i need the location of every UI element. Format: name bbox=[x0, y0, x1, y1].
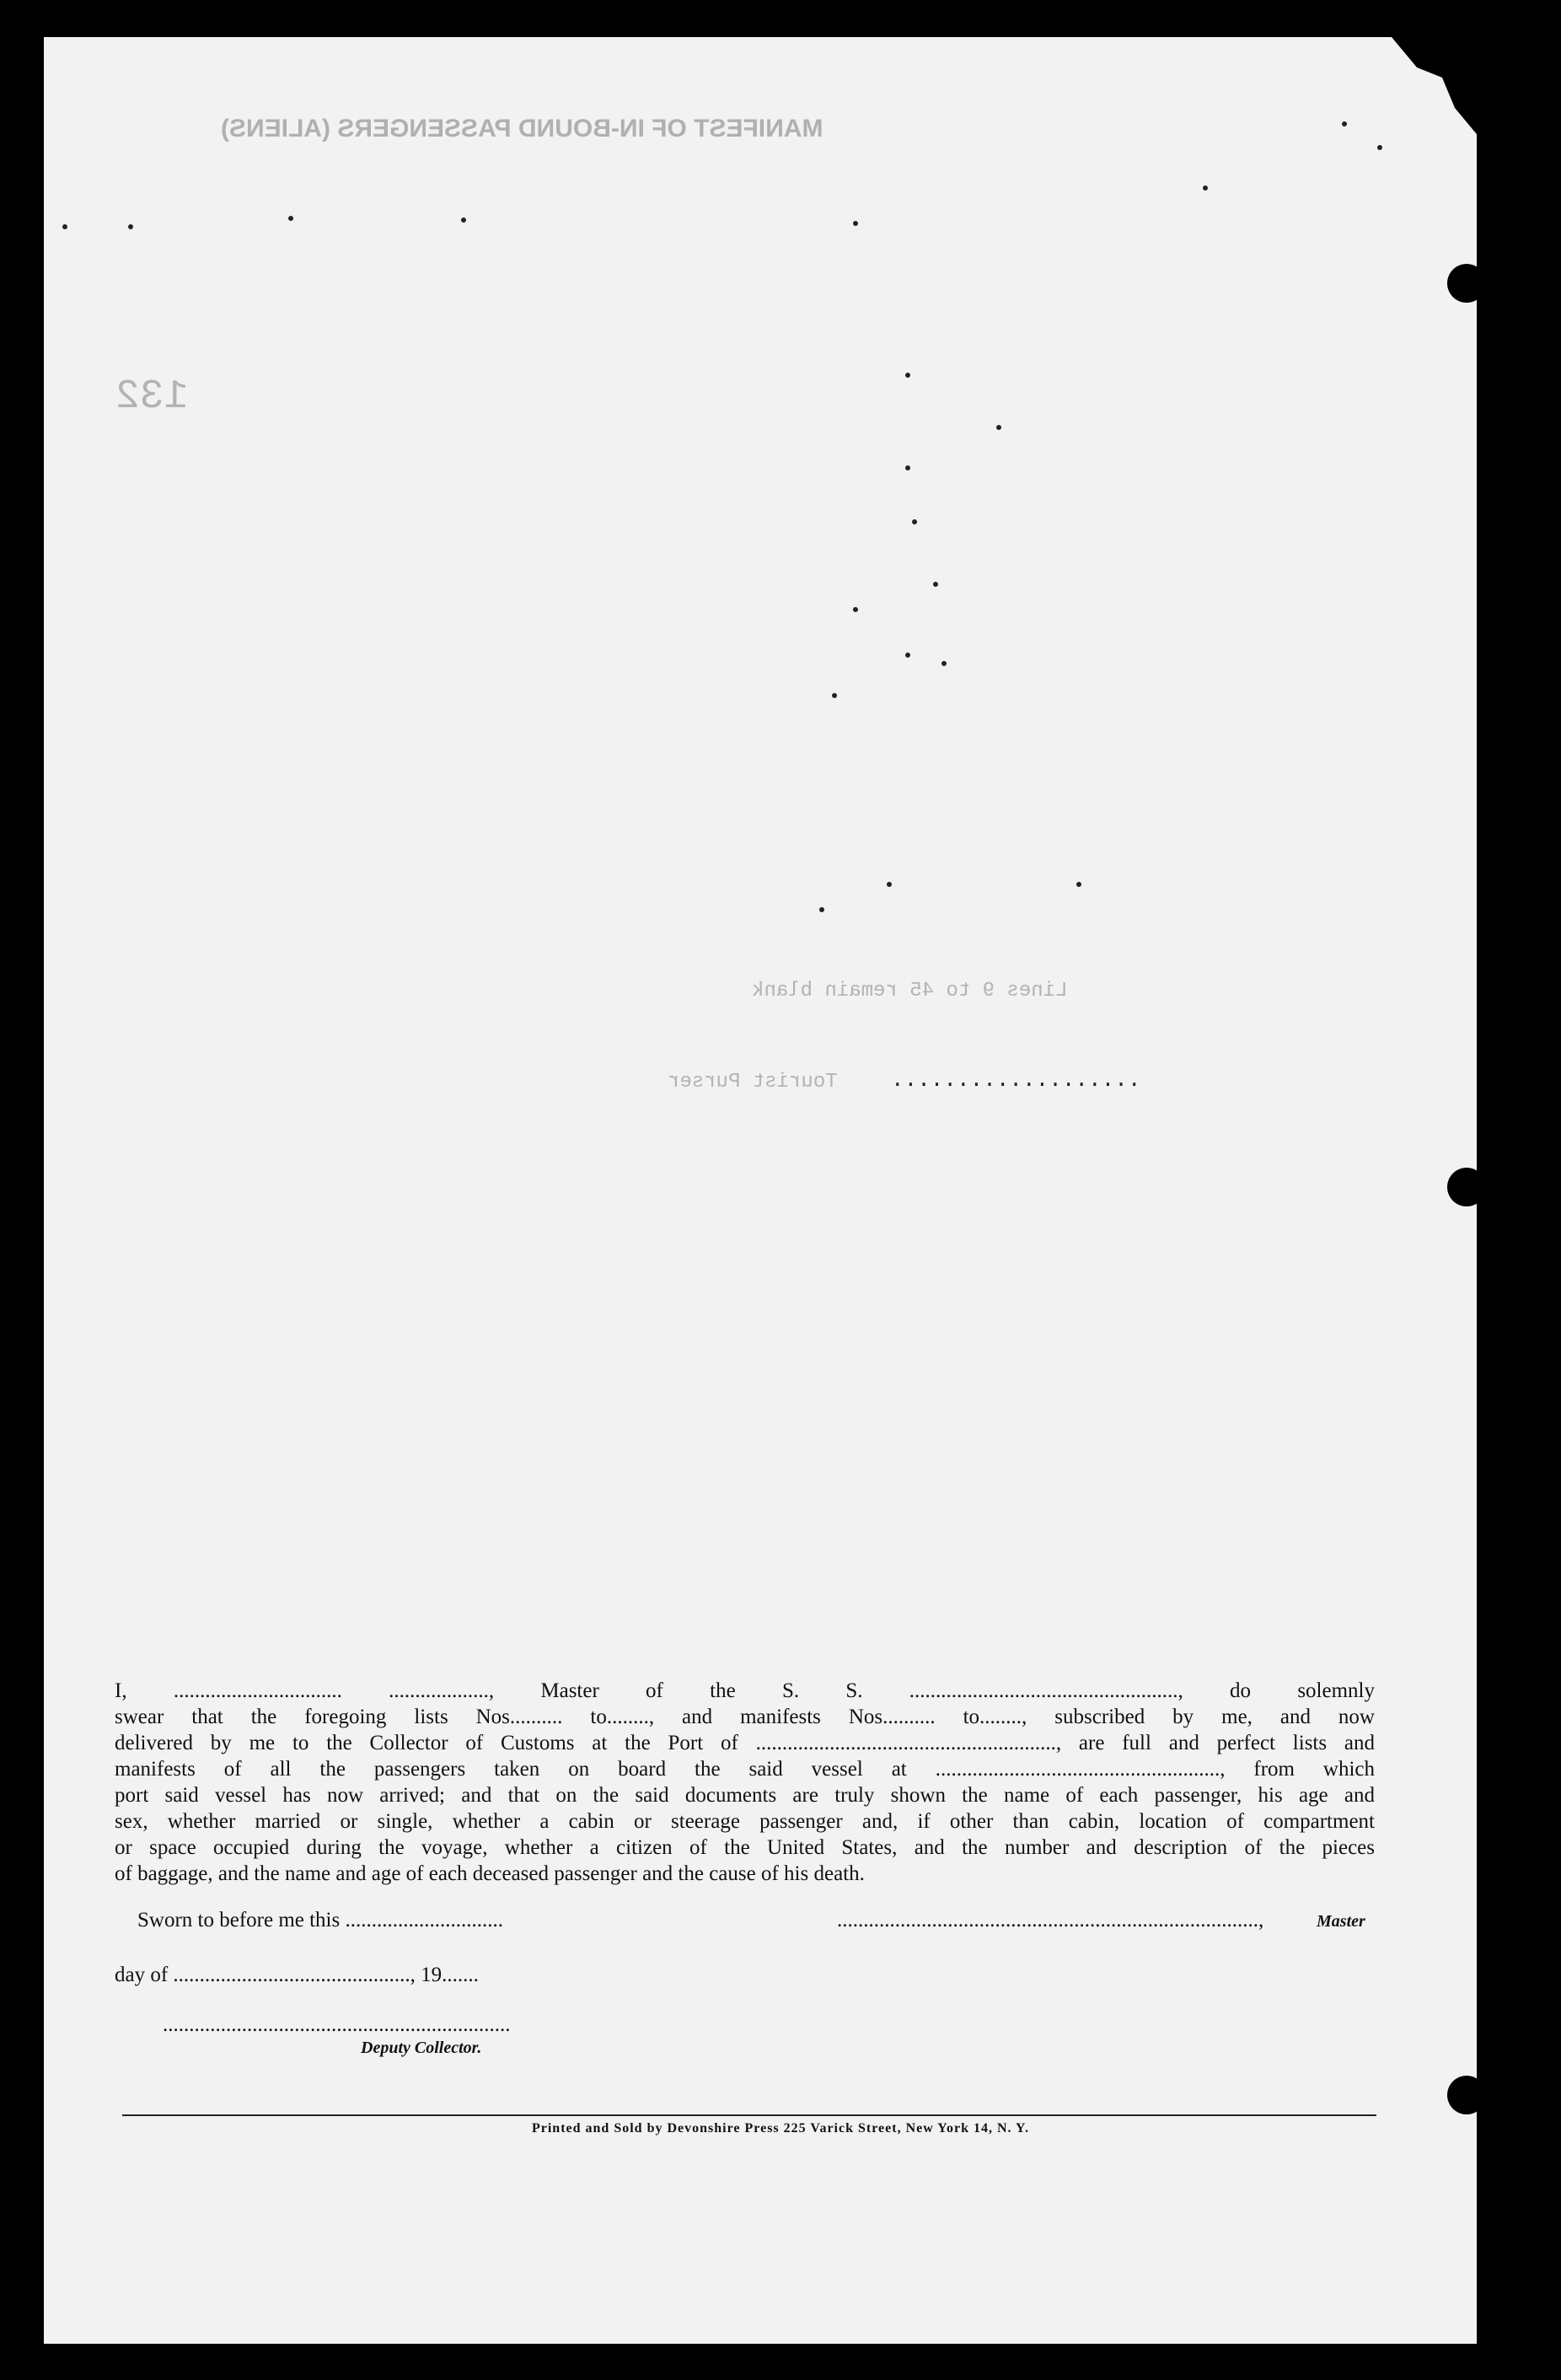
manifest-sheet bbox=[44, 37, 1477, 2344]
day-of-line: day of ............................................., 19....... bbox=[115, 1964, 479, 1986]
deputy-collector-label: Deputy Collector. bbox=[361, 2039, 482, 2057]
deputy-signature-line: .................................................................. bbox=[163, 2013, 511, 2036]
oath-line: swear that the foregoing lists Nos.......... to........, and manifests Nos.......... to........, subscribed by me, and now bbox=[115, 1706, 1375, 1728]
bleedthrough-note: Lines 9 to 45 remain blank bbox=[752, 980, 1068, 1002]
printer-imprint: Printed and Sold by Devonshire Press 225 Varick Street, New York 14, N. Y. bbox=[531, 2121, 1030, 2136]
oath-line: I, ................................ ..................., Master of the S. S. ..................................................., do solemnly bbox=[115, 1679, 1375, 1702]
oath-line: manifests of all the passengers taken on board the said vessel at ......................................................, from which bbox=[115, 1758, 1375, 1781]
oath-line: delivered by me to the Collector of Customs at the Port of ........................................................., are full and perfect lists and bbox=[115, 1732, 1375, 1754]
bleedthrough-header: MANIFEST OF IN-BOUND PASSENGERS (ALIENS) bbox=[221, 115, 823, 142]
footer-rule bbox=[122, 2114, 1376, 2116]
oath-line: sex, whether married or single, whether a cabin or steerage passenger and, if other than cabin, location of compartment bbox=[115, 1810, 1375, 1833]
punch-hole-bottom bbox=[1447, 2076, 1486, 2114]
punch-hole-middle bbox=[1447, 1168, 1486, 1206]
master-signature-line: ................................................................................, bbox=[837, 1909, 1264, 1931]
punch-hole-top bbox=[1447, 264, 1486, 303]
bleedthrough-page-number: 132 bbox=[115, 374, 189, 420]
master-label: Master bbox=[1317, 1912, 1365, 1931]
typed-purser-dots: ................... bbox=[891, 1067, 1141, 1093]
sworn-line: Sworn to before me this .............................. bbox=[137, 1909, 503, 1931]
oath-line: port said vessel has now arrived; and that on the said documents are truly shown the name of each passenger, his age and bbox=[115, 1784, 1375, 1807]
master-oath-paragraph bbox=[115, 1678, 1375, 1887]
oath-line: of baggage, and the name and age of each deceased passenger and the cause of his death. bbox=[115, 1862, 865, 1885]
bleedthrough-tourist: Tourist Purser bbox=[668, 1071, 838, 1093]
oath-line: or space occupied during the voyage, whether a citizen of the United States, and the number and description of the pieces bbox=[115, 1836, 1375, 1859]
